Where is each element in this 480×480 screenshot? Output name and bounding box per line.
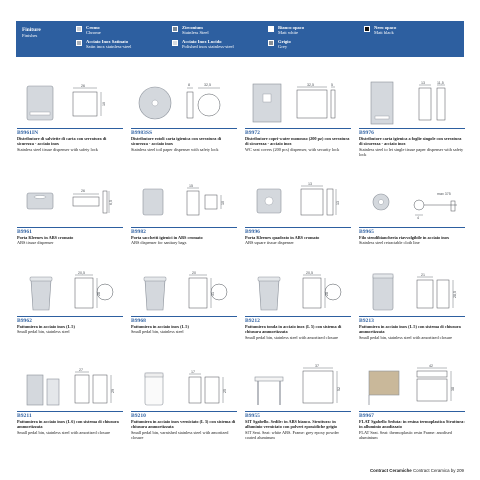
stool-icon <box>245 361 351 409</box>
description-en: Stainless steel toil paper dispenser with safety lock <box>131 146 219 152</box>
pedal-bin-round-icon <box>131 266 237 314</box>
product-code: B9212 <box>245 316 351 324</box>
product-description <box>359 235 465 246</box>
legend-item <box>76 25 172 36</box>
description-en: Small pedal bin, stainless steel with amortized closure <box>17 429 111 435</box>
finish-name-en: Stainless Steel <box>182 30 209 36</box>
svg-text:10: 10 <box>221 201 225 205</box>
svg-text:27: 27 <box>79 368 83 372</box>
svg-text:20,5: 20,5 <box>306 271 313 275</box>
legend-item <box>172 25 268 36</box>
svg-text:28: 28 <box>325 292 329 296</box>
finish-swatch <box>268 26 274 32</box>
description-it: Distributore rotoli carta igienica con serratura di sicurezza - acciaio inox <box>131 136 222 147</box>
description-en: Small pedal bin, stainless steel with amortized closure <box>359 334 453 340</box>
legend-column <box>172 21 268 57</box>
product-code: B9982 <box>131 227 237 235</box>
page-footer: Contract Ceramiche Contract Ceramica by 209 <box>370 468 464 473</box>
product-description <box>245 324 351 340</box>
clothesline-icon <box>359 177 465 225</box>
finishes-legend <box>16 21 464 57</box>
pedal-bin-6l-icon <box>17 361 123 409</box>
pedal-bin-softclose-icon <box>245 266 351 314</box>
svg-text:8: 8 <box>188 83 190 87</box>
description-it: Pattumiera in acciaio inox (L 5) con sistema di chiusura ammortizzata <box>359 324 461 335</box>
svg-text:37: 37 <box>315 364 319 368</box>
description-en: ABS dispenser for sanitary bags <box>131 240 187 246</box>
product-code: B9962 <box>17 316 123 324</box>
svg-text:25: 25 <box>223 389 227 393</box>
svg-text:20: 20 <box>192 271 196 275</box>
description-it: Filo stendibiancheria riavvolgibile in acciaio inox <box>359 235 450 240</box>
product-code: B9983SS <box>131 128 237 136</box>
product-description <box>17 136 123 152</box>
description-it: Pattumiera in acciaio inox (L 6) con sistema di chiusura ammortizzata <box>17 419 119 430</box>
finish-swatch <box>364 26 370 32</box>
product-description <box>359 136 465 157</box>
legend-item <box>172 39 268 50</box>
flat-seat-icon <box>359 361 465 409</box>
description-it: Porta sacchetti igienici in ABS cromato <box>131 235 203 240</box>
finish-name-it: Acciaio Inox Satinato <box>86 38 129 44</box>
description-en: Small pedal bin, stainless steel with amortized closure <box>245 334 339 340</box>
sanitary-bag-holder-icon <box>131 177 237 225</box>
product-code: B9213 <box>359 316 465 324</box>
product-code: B9972 <box>245 128 351 136</box>
description-en: SIT Seat. Seat: white ABS. Frame: grey epoxy powder coated aluminum <box>245 429 339 441</box>
description-en: Stainless steel tissue dispenser with safety lock <box>17 146 98 152</box>
legend-column <box>364 21 460 57</box>
finish-name-en: Satin inox stainless-steel <box>86 43 132 49</box>
svg-text:32,5: 32,5 <box>204 83 211 87</box>
svg-text:20,5: 20,5 <box>78 271 85 275</box>
description-it: Distributore copri-water monouso (200 pz) con serratura di sicurezza - acciaio inox <box>245 136 350 147</box>
pedal-bin-small-icon <box>17 266 123 314</box>
description-en: ABS tissue dispenser <box>17 240 54 246</box>
legend-column <box>76 21 172 57</box>
description-en: Stainless steel to let single tissue paper dispenser with safety lock <box>359 146 464 158</box>
svg-text:15: 15 <box>189 184 193 188</box>
finish-name-it: Cromo <box>86 25 100 30</box>
product-code: B9961IN <box>17 128 123 136</box>
svg-text:28,5: 28,5 <box>453 291 457 298</box>
finish-name-en: Polished inox stainless-steel <box>182 43 234 49</box>
sheet-paper-dispenser-icon <box>359 78 465 126</box>
finish-name-en: Chrome <box>86 30 101 36</box>
finish-name-it: Zirconium <box>182 25 203 30</box>
product-code: B9996 <box>245 227 351 235</box>
finish-swatch <box>76 26 82 32</box>
finish-swatch <box>172 26 178 32</box>
product-description <box>359 324 465 340</box>
svg-text:52: 52 <box>337 387 341 391</box>
seat-cover-dispenser-icon <box>245 78 351 126</box>
svg-text:28: 28 <box>97 292 101 296</box>
description-en: Stainless steel retractable cloth line <box>359 240 420 246</box>
product-description <box>245 136 351 152</box>
finish-name-it: Grigio <box>278 38 291 44</box>
description-it: Distributore carta igienica a foglie singole con serratura di sicurezza - acciaio inox <box>359 136 462 147</box>
svg-text:11,5: 11,5 <box>437 81 444 85</box>
svg-text:31: 31 <box>211 292 215 296</box>
product-description <box>17 419 123 435</box>
product-code: B9968 <box>131 316 237 324</box>
svg-text:26: 26 <box>81 84 85 88</box>
description-it: Porta Kleenex in ABS cromato <box>17 235 74 240</box>
svg-text:10: 10 <box>102 102 106 106</box>
product-code: B9976 <box>359 128 465 136</box>
description-it: Pattumiera in acciaio inox (L 5) <box>131 324 189 329</box>
product-code: B9961 <box>17 227 123 235</box>
kleenex-holder-icon <box>17 177 123 225</box>
description-it: SIT Sgabello. Sedile: in ABS bianco. Struttura: in alluminio verniciato con polveri epossidiche grigio <box>245 419 338 430</box>
description-en: ABS square tissue dispenser <box>245 240 294 246</box>
svg-text:13: 13 <box>308 182 312 186</box>
description-it: Pattumiera tonda in acciaio inox (L 5) con sistema di chiusura ammortizzata <box>245 324 342 335</box>
product-description <box>245 235 351 246</box>
legend-item <box>364 25 460 36</box>
product-code: B9210 <box>131 411 237 419</box>
product-code: B9211 <box>17 411 123 419</box>
description-it: Pattumiera in acciaio inox verniciato (L 3) con sistema di chiusura ammortizzata <box>131 419 236 430</box>
description-it: Distributore di salviette di carta con serratura di sicurezza - acciaio inox <box>17 136 107 147</box>
finish-name-it: Acciaio Inox Lucido <box>182 38 222 44</box>
finish-name-it: Nero opaco <box>374 25 397 30</box>
finish-swatch <box>268 40 274 46</box>
finish-name-en: Matt black <box>374 30 394 36</box>
svg-text:21: 21 <box>421 273 425 277</box>
square-tissue-box-icon <box>245 177 351 225</box>
svg-text:max 375: max 375 <box>437 192 451 196</box>
product-description <box>131 136 237 152</box>
jumbo-roll-dispenser-icon <box>131 78 237 126</box>
legend-item <box>76 39 172 50</box>
svg-text:32,5: 32,5 <box>307 83 314 87</box>
product-description <box>17 235 123 246</box>
svg-text:13: 13 <box>421 81 425 85</box>
svg-text:13: 13 <box>336 201 340 205</box>
finish-swatch <box>172 40 178 46</box>
description-en: FLAT Seat. Seat: thermoplastic resin Frame: anodised aluminium <box>359 429 452 441</box>
description-it: Pattumiera in acciaio inox (L 5) <box>17 324 75 329</box>
product-description <box>131 419 237 440</box>
legend-column <box>268 21 364 57</box>
description-en: Small pedal bin, stainless steel <box>131 329 184 335</box>
product-code: B9965 <box>359 227 465 235</box>
finish-name-it: Bianco opaco <box>278 25 305 30</box>
legend-title: Finiture Finishes <box>22 27 41 39</box>
product-description <box>17 324 123 335</box>
finish-swatch <box>76 40 82 46</box>
product-code: B9967 <box>359 411 465 419</box>
svg-text:5: 5 <box>331 83 333 87</box>
product-description <box>359 419 465 440</box>
finish-name-en: Grey <box>278 43 288 49</box>
product-description <box>131 324 237 335</box>
svg-text:29: 29 <box>111 389 115 393</box>
svg-text:38: 38 <box>451 387 455 391</box>
description-it: Porta Kleenex quadrato in ABS cromato <box>245 235 320 240</box>
svg-text:17: 17 <box>191 370 195 374</box>
paper-towel-dispenser-icon <box>17 78 123 126</box>
white-pedal-bin-icon <box>131 361 237 409</box>
description-en: WC seat covers (200 pcs) dispenser, with security lock <box>245 146 340 152</box>
product-code: B9955 <box>245 411 351 419</box>
description-en: Small pedal bin, stainless steel <box>17 329 70 335</box>
svg-text:4: 4 <box>417 216 419 220</box>
product-description <box>131 235 237 246</box>
svg-text:26: 26 <box>81 189 85 193</box>
svg-text:42: 42 <box>429 364 433 368</box>
product-description <box>245 419 351 440</box>
svg-text:6,5: 6,5 <box>109 200 113 205</box>
legend-item <box>268 39 364 50</box>
description-en: Small pedal bin, varnished stainless steel with amortized closure <box>131 429 229 441</box>
legend-item <box>268 25 364 36</box>
description-it: FLAT Sgabello Seduta: in resina termoplastica Struttura: in alluminio anodizzato <box>359 419 465 430</box>
rect-pedal-bin-icon <box>359 266 465 314</box>
finish-name-en: Matt white <box>278 30 299 36</box>
